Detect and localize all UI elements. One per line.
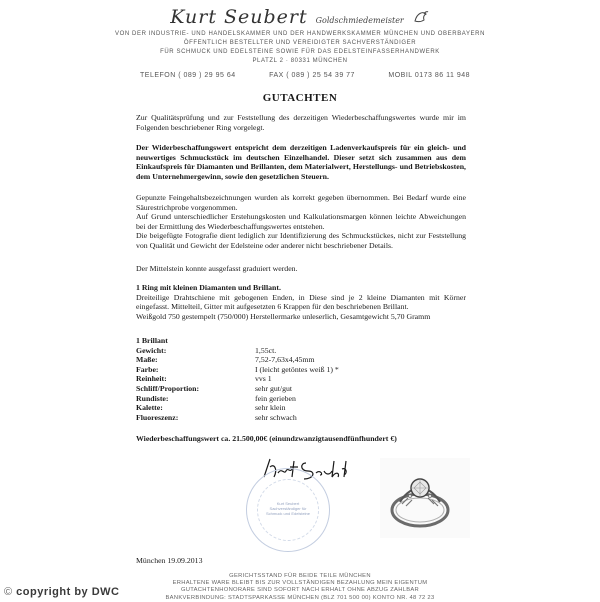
info-paragraphs (136, 193, 466, 251)
swan-logo-icon (412, 9, 430, 30)
footer-line: GERICHTSSTAND FÜR BEIDE TEILE MÜNCHEN (229, 573, 371, 579)
spec-value: fein gerieben (255, 393, 296, 403)
spec-row (136, 355, 466, 365)
ring-description (136, 283, 466, 321)
footer-line: ERHALTENE WARE BLEIBT BIS ZUR VOLLSTÄNDIGEN BEZAHLUNG MEIN EIGENTUM (172, 580, 428, 587)
spec-row (136, 374, 466, 384)
ring-photo (380, 458, 470, 538)
brand-subtitle: Goldschmiedemeister (315, 16, 404, 25)
phone-number: TELEFON ( 089 ) 29 95 64 (140, 72, 236, 79)
spec-value: sehr gut/gut (255, 383, 293, 393)
brillant-heading: 1 Brillant (136, 336, 168, 345)
spec-value: sehr klein (255, 403, 286, 413)
footer-line: BANKVERBINDUNG: STADTSPARKASSE MÜNCHEN (BLZ 701 500 00) KONTO NR. 48 72 23 (165, 594, 435, 601)
seal-text-line: Sachverständiger für (269, 506, 307, 511)
fax-number: FAX ( 089 ) 25 54 39 77 (269, 72, 355, 79)
brillant-specs (136, 336, 466, 422)
footer-line: GUTACHTENHONORARE SIND SOFORT NACH ERHALT OHNE ABZUG ZAHLBAR (180, 587, 420, 594)
copyright-symbol: © (4, 586, 13, 598)
info-paragraph: Gepunzte Feingehaltsbezeichnungen wurden als korrekt gegeben übernommen. Bei Bedarf wurde eine Säurestrichprobe vorgenommen. (136, 193, 466, 212)
spec-label: Farbe: (136, 364, 159, 374)
letterhead-line: VON DER INDUSTRIE- UND HANDELSKAMMER UND DER HANDWERKSKAMMER MÜNCHEN UND OBERBAYERN (114, 30, 486, 37)
valuation-definition-paragraph: Der Widerbeschaffungswert entspricht dem derzeitigen Ladenverkaufspreis für ein gleich- und neuwertiges Schmuckstück im deutschen Einzelhandel. Dieser setzt sich zusammen aus dem Einkaufspreis für Diamanten und Brillanten, dem Materialwert, Herstellungs- und Betriebskosten, dem Unternehmergewinn, sowie den gesetzlichen Steuern. (136, 143, 466, 181)
spec-row (136, 346, 466, 356)
center-stone-note: Der Mittelstein konnte ausgefasst graduiert werden. (136, 264, 298, 273)
mobile-number: MOBIL 0173 86 11 948 (388, 72, 470, 79)
spec-row (136, 403, 466, 413)
spec-row (136, 394, 466, 404)
document-title: GUTACHTEN (262, 92, 338, 104)
copyright-watermark (4, 586, 120, 598)
spec-label: Reinheit: (136, 374, 167, 384)
spec-row (136, 365, 466, 375)
replacement-value: Wiederbeschaffungswert ca. 21.500,00€ (einundzwanzigtausendfünfhundert €) (136, 434, 397, 443)
letterhead-address: PLATZL 2 · 80331 MÜNCHEN (252, 57, 348, 64)
seal-text-line: Schmuck und Edelsteine (265, 511, 311, 516)
seal-text (247, 501, 329, 516)
copyright-text: copyright by DWC (16, 586, 120, 598)
spec-label: Fluoreszenz: (136, 412, 179, 422)
info-paragraph: Auf Grund unterschiedlicher Erstehungskosten und Kalkulationsmargen können leichte Abweichungen bei der Ermittlung des Wiederbeschaffungswertes entstehen. (136, 212, 466, 231)
spec-value: vvs 1 (255, 374, 272, 384)
spec-row (136, 384, 466, 394)
spec-row (136, 413, 466, 423)
brand-row (0, 6, 600, 30)
ring-gold: Weißgold 750 gestempelt (750/000) Herstellermarke unleserlich, Gesamtgewicht 5,70 Gramm (136, 311, 431, 321)
spec-label: Kalette: (136, 403, 163, 413)
spec-label: Schliff/Proportion: (136, 383, 200, 393)
spec-label: Rundiste: (136, 393, 169, 403)
spec-value: I (leicht getöntes weiß 1) * (255, 364, 339, 374)
info-paragraph: Die beigefügte Fotografie dient lediglich zur Identifizierung des Schmuckstückes, nicht zur Feststellung von Qualität und Gewicht der Edelsteine oder anderer nicht beschriebener Details. (136, 231, 466, 250)
spec-value: 7,52-7,63x4,45mm (255, 355, 315, 365)
letterhead-line: FÜR SCHMUCK UND EDELSTEINE SOWIE FÜR DAS EDELSTEINFASSERHANDWERK (160, 48, 440, 55)
brand-name: Kurt Seubert (170, 6, 308, 28)
spec-value: 1,55ct. (255, 345, 277, 355)
place-and-date: München 19.09.2013 (136, 556, 203, 565)
official-seal-stamp (246, 468, 330, 552)
spec-label: Gewicht: (136, 345, 167, 355)
spec-value: sehr schwach (255, 412, 297, 422)
intro-paragraph: Zur Qualitätsprüfung und zur Feststellung des derzeitigen Wiederbeschaffungswertes wurde mir im Folgenden beschriebener Ring vorgelegt. (136, 113, 466, 132)
letterhead (0, 6, 600, 66)
ring-title: 1 Ring mit kleinen Diamanten und Brillant. (136, 283, 281, 292)
seal-text-line: Kurt Seubert (276, 501, 300, 506)
letterhead-line: ÖFFENTLICH BESTELLTER UND VEREIDIGTER SACHVERSTÄNDIGER (183, 39, 417, 46)
ring-details: Dreiteilige Drahtschiene mit gebogenen Enden, in Diese sind je 2 kleine Diamanten mit Körner eingefasst. Mittelteil, Gitter mit aufgesetzten 6 Krappen für den beschriebenen Brillant. (136, 292, 466, 312)
contact-row (140, 72, 470, 79)
spec-label: Maße: (136, 355, 158, 365)
